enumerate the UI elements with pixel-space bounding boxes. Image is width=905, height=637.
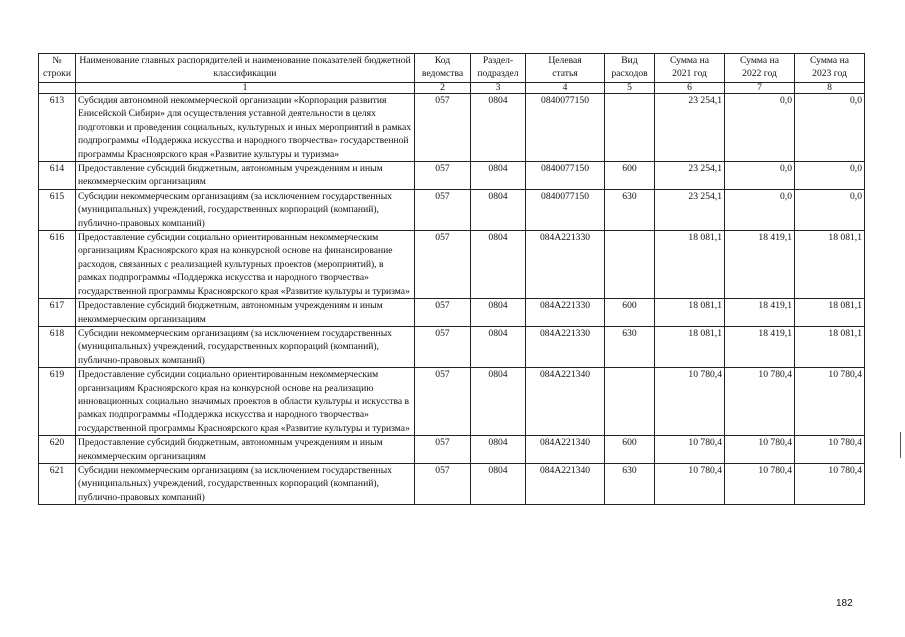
header-target-article: Целевая статья — [526, 54, 605, 83]
row-expense-type: 600 — [605, 436, 655, 464]
table-row — [39, 368, 865, 436]
table-row — [39, 231, 865, 299]
row-target-article: 084A221340 — [526, 463, 605, 504]
row-number: 621 — [39, 463, 76, 504]
row-expense-type: 600 — [605, 299, 655, 327]
row-sum-2023: 10 780,4 — [795, 463, 865, 504]
row-number: 619 — [39, 368, 76, 436]
row-target-article: 084A221330 — [526, 231, 605, 299]
column-number: 6 — [655, 83, 725, 94]
row-dept-code: 057 — [415, 299, 471, 327]
page-number: 182 — [836, 598, 853, 609]
row-sum-2021: 10 780,4 — [655, 463, 725, 504]
column-number: 1 — [76, 83, 415, 94]
row-section: 0804 — [471, 326, 526, 367]
row-section: 0804 — [471, 94, 526, 162]
row-sum-2021: 18 081,1 — [655, 299, 725, 327]
row-section: 0804 — [471, 368, 526, 436]
row-sum-2022: 10 780,4 — [725, 436, 795, 464]
budget-table — [38, 53, 865, 505]
row-sum-2023: 18 081,1 — [795, 326, 865, 367]
column-number: 8 — [795, 83, 865, 94]
row-name: Субсидии некоммерческим организациям (за исключением государственных (муниципальных) учреждений, государственных корпораций (компаний), публично-правовых компаний) — [76, 326, 415, 367]
header-name: Наименование главных распорядителей и наименование показателей бюджетной классификации — [76, 54, 415, 83]
row-sum-2023: 18 081,1 — [795, 299, 865, 327]
row-number: 620 — [39, 436, 76, 464]
row-name: Предоставление субсидии социально ориентированным некоммерческим организациям Красноярского края на конкурсной основе на реализацию инновационных социально значимых проектов в области культуры и искусства в рамках подпрограммы «Поддержка искусства и народного творчества» государственной программы Красноярского края «Развитие культуры и туризма» — [76, 368, 415, 436]
row-dept-code: 057 — [415, 231, 471, 299]
header-sum-2022: Сумма на 2022 год — [725, 54, 795, 83]
row-target-article: 084A221340 — [526, 436, 605, 464]
row-section: 0804 — [471, 299, 526, 327]
column-number: 4 — [526, 83, 605, 94]
table-row — [39, 463, 865, 504]
column-number: 5 — [605, 83, 655, 94]
row-sum-2021: 10 780,4 — [655, 368, 725, 436]
row-number: 616 — [39, 231, 76, 299]
scan-margin-mark — [900, 432, 901, 458]
row-sum-2021: 23 254,1 — [655, 94, 725, 162]
row-sum-2023: 0,0 — [795, 162, 865, 190]
row-name: Субсидия автономной некоммерческой организации «Корпорация развития Енисейской Сибири» для осуществления уставной деятельности в целях подготовки и проведения социальных, культурных и иных мероприятий в рамках подпрограммы «Поддержка искусства и народного творчества» государственной программы Красноярского края «Развитие культуры и туризма» — [76, 94, 415, 162]
row-number: 614 — [39, 162, 76, 190]
row-target-article: 0840077150 — [526, 189, 605, 230]
row-sum-2021: 23 254,1 — [655, 162, 725, 190]
row-dept-code: 057 — [415, 368, 471, 436]
table-row — [39, 189, 865, 230]
row-expense-type: 630 — [605, 326, 655, 367]
row-section: 0804 — [471, 231, 526, 299]
header-sum-2023: Сумма на 2023 год — [795, 54, 865, 83]
row-sum-2022: 10 780,4 — [725, 368, 795, 436]
row-section: 0804 — [471, 189, 526, 230]
row-number: 613 — [39, 94, 76, 162]
header-row-number: № строки — [39, 54, 76, 83]
row-expense-type: 600 — [605, 162, 655, 190]
column-number-blank — [39, 83, 76, 94]
row-sum-2023: 18 081,1 — [795, 231, 865, 299]
row-expense-type — [605, 94, 655, 162]
row-target-article: 0840077150 — [526, 162, 605, 190]
row-target-article: 084A221340 — [526, 368, 605, 436]
row-dept-code: 057 — [415, 436, 471, 464]
column-number: 3 — [471, 83, 526, 94]
row-sum-2023: 0,0 — [795, 189, 865, 230]
row-expense-type: 630 — [605, 463, 655, 504]
row-sum-2021: 23 254,1 — [655, 189, 725, 230]
column-number: 2 — [415, 83, 471, 94]
row-number: 617 — [39, 299, 76, 327]
row-target-article: 084A221330 — [526, 299, 605, 327]
row-sum-2023: 10 780,4 — [795, 368, 865, 436]
row-expense-type — [605, 368, 655, 436]
row-sum-2023: 0,0 — [795, 94, 865, 162]
row-dept-code: 057 — [415, 94, 471, 162]
row-dept-code: 057 — [415, 189, 471, 230]
row-sum-2022: 0,0 — [725, 189, 795, 230]
row-name: Субсидии некоммерческим организациям (за исключением государственных (муниципальных) учреждений, государственных корпораций (компаний), публично-правовых компаний) — [76, 189, 415, 230]
row-sum-2021: 18 081,1 — [655, 231, 725, 299]
row-sum-2023: 10 780,4 — [795, 436, 865, 464]
row-dept-code: 057 — [415, 326, 471, 367]
row-target-article: 0840077150 — [526, 94, 605, 162]
row-name: Предоставление субсидий бюджетным, автономным учреждениям и иным некоммерческим организациям — [76, 299, 415, 327]
table-row — [39, 436, 865, 464]
row-dept-code: 057 — [415, 162, 471, 190]
table-row — [39, 299, 865, 327]
row-sum-2022: 18 419,1 — [725, 326, 795, 367]
row-sum-2022: 10 780,4 — [725, 463, 795, 504]
row-sum-2021: 10 780,4 — [655, 436, 725, 464]
column-number-row — [39, 83, 865, 94]
header-sum-2021: Сумма на 2021 год — [655, 54, 725, 83]
row-name: Предоставление субсидий бюджетным, автономным учреждениям и иным некоммерческим организациям — [76, 162, 415, 190]
header-section: Раздел- подраздел — [471, 54, 526, 83]
header-dept-code: Код ведомства — [415, 54, 471, 83]
row-section: 0804 — [471, 162, 526, 190]
table-row — [39, 162, 865, 190]
table-body — [39, 94, 865, 505]
row-sum-2022: 0,0 — [725, 94, 795, 162]
row-target-article: 084A221330 — [526, 326, 605, 367]
row-expense-type: 630 — [605, 189, 655, 230]
row-section: 0804 — [471, 436, 526, 464]
row-name: Предоставление субсидии социально ориентированным некоммерческим организациям Красноярского края на конкурсной основе на финансирование расходов, связанных с реализацией культурных проектов (мероприятий), в рамках подпрограммы «Поддержка искусства и народного творчества» государственной программы Красноярского края «Развитие культуры и туризма» — [76, 231, 415, 299]
table-row — [39, 326, 865, 367]
table-row — [39, 94, 865, 162]
header-expense-type: Вид расходов — [605, 54, 655, 83]
column-number: 7 — [725, 83, 795, 94]
header-row — [39, 54, 865, 83]
row-name: Предоставление субсидий бюджетным, автономным учреждениям и иным некоммерческим организациям — [76, 436, 415, 464]
row-sum-2022: 0,0 — [725, 162, 795, 190]
row-number: 615 — [39, 189, 76, 230]
row-number: 618 — [39, 326, 76, 367]
row-dept-code: 057 — [415, 463, 471, 504]
row-expense-type — [605, 231, 655, 299]
row-sum-2021: 18 081,1 — [655, 326, 725, 367]
row-sum-2022: 18 419,1 — [725, 231, 795, 299]
row-sum-2022: 18 419,1 — [725, 299, 795, 327]
row-section: 0804 — [471, 463, 526, 504]
row-name: Субсидии некоммерческим организациям (за исключением государственных (муниципальных) учреждений, государственных корпораций (компаний), публично-правовых компаний) — [76, 463, 415, 504]
